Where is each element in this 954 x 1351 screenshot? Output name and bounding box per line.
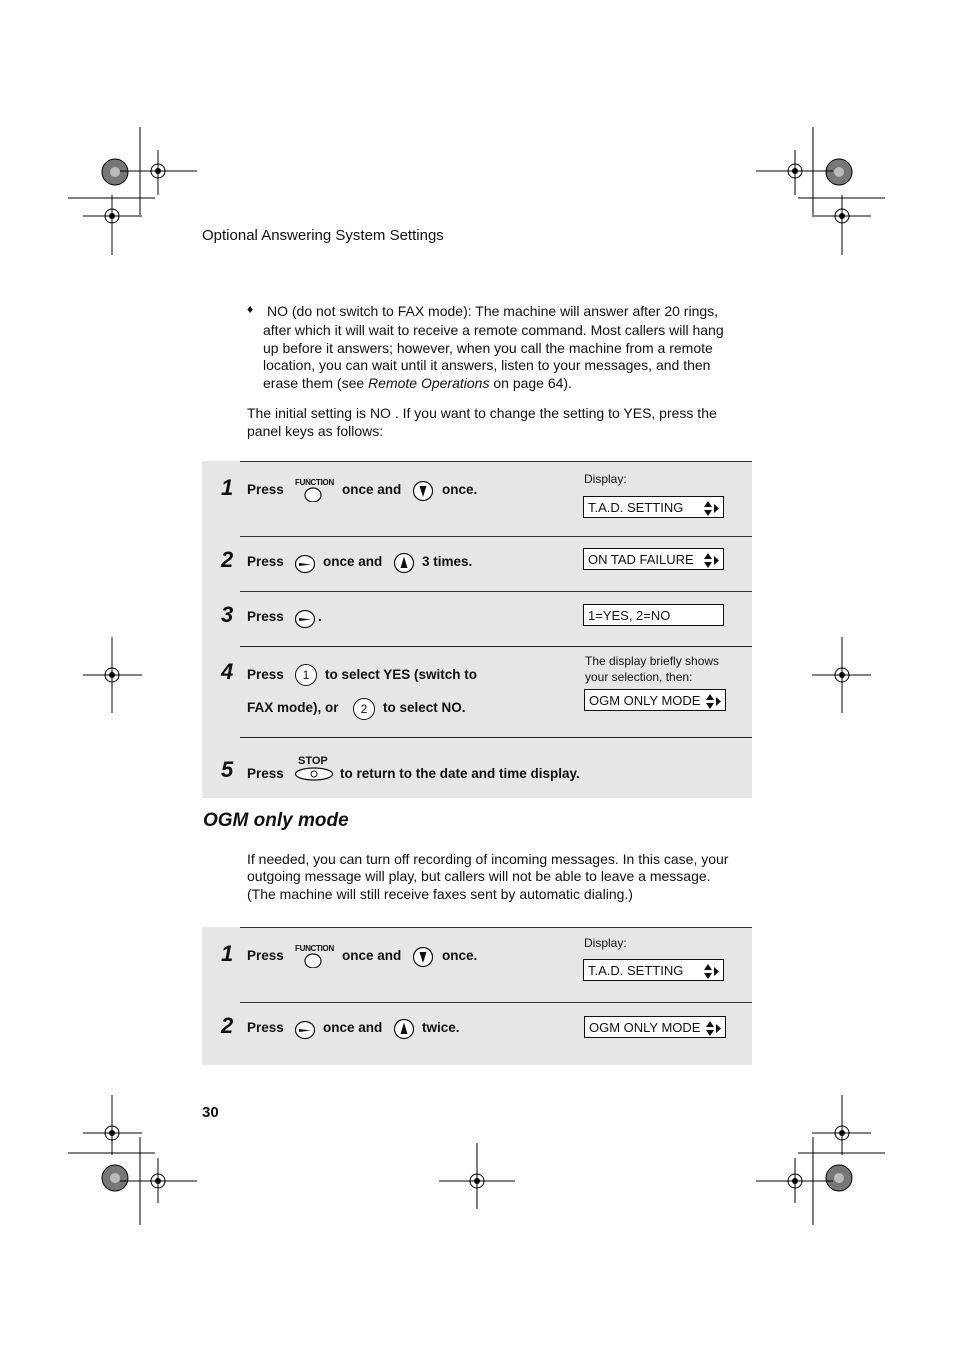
step-number: 1: [221, 475, 234, 500]
stop-key-icon: [294, 767, 334, 781]
step-text: to select YES (switch to: [325, 667, 478, 682]
step-text: once.: [442, 482, 478, 497]
scroll-arrows-icon: [705, 693, 722, 710]
step-number: 1: [221, 941, 234, 966]
function-key-icon: [304, 952, 322, 968]
divider: [240, 927, 752, 928]
number-1-key: 1: [295, 664, 317, 686]
step-text: Press: [247, 667, 284, 682]
step-text: .: [318, 609, 322, 624]
function-key-label: FUNCTION: [295, 478, 334, 487]
step-number: 2: [221, 547, 234, 572]
page-number: 30: [202, 1104, 219, 1121]
scroll-arrows-icon: [703, 552, 720, 569]
lcd-text: 1=YES, 2=NO: [588, 608, 671, 623]
steps-panel-tad: [202, 461, 752, 798]
function-key-label: FUNCTION: [295, 944, 334, 953]
ogm-line: If needed, you can turn off recording of incoming messages. In this case, your: [247, 851, 729, 867]
right-arrow-key-icon: [295, 1021, 315, 1040]
setting-line: panel keys as follows:: [247, 423, 384, 439]
lcd-display: [584, 1016, 726, 1038]
divider: [240, 591, 752, 592]
divider: [240, 646, 752, 647]
function-key-icon: [304, 486, 322, 502]
step-text: once and: [323, 554, 383, 569]
running-header: Optional Answering System Settings: [202, 227, 444, 244]
ogm-line: outgoing message will play, but callers will not be able to leave a message.: [247, 868, 711, 884]
lcd-text: T.A.D. SETTING: [588, 500, 684, 515]
up-arrow-key-icon: [394, 1019, 414, 1040]
ogm-line: (The machine will still receive faxes sent by automatic dialing.): [247, 886, 633, 902]
lcd-display: [583, 496, 724, 518]
step-text: once.: [442, 948, 478, 963]
right-arrow-key-icon: [295, 610, 315, 629]
setting-line: The initial setting is NO . If you want to change the setting to YES, press the: [247, 405, 717, 421]
lcd-text: OGM ONLY MODE: [589, 693, 701, 708]
step-text: Press: [247, 1020, 284, 1035]
display-note: your selection, then:: [585, 670, 693, 684]
stop-key-label: STOP: [298, 755, 328, 767]
up-arrow-key-icon: [394, 553, 414, 574]
scroll-arrows-icon: [703, 500, 720, 517]
step-text: Press: [247, 554, 284, 569]
scroll-arrows-icon: [703, 963, 720, 980]
step-text: once and: [342, 948, 402, 963]
bullet-line: after which it will wait to receive a remote command. Most callers will hang: [263, 322, 724, 338]
display-note: The display briefly shows: [585, 654, 720, 668]
divider: [240, 1002, 752, 1003]
divider: [240, 737, 752, 738]
down-arrow-key-icon: [413, 947, 433, 968]
text-span: on page 64).: [489, 375, 572, 391]
step-number: 4: [221, 659, 234, 684]
step-text: Press: [247, 948, 284, 963]
step-text: 3 times.: [422, 554, 473, 569]
scroll-arrows-icon: [705, 1020, 722, 1037]
steps-panel-ogm: [202, 927, 752, 1065]
bullet-line: location, you can wait until it answers, listen to your messages, and then: [263, 357, 711, 373]
bullet-diamond-icon: ♦: [247, 302, 254, 316]
cross-reference: Remote Operations: [368, 375, 490, 391]
display-label: Display:: [584, 936, 627, 950]
lcd-display: [583, 548, 724, 570]
number-2-key: 2: [353, 698, 375, 720]
step-text: twice.: [422, 1020, 460, 1035]
display-label: Display:: [584, 472, 627, 486]
right-arrow-key-icon: [295, 555, 315, 574]
lcd-display: [583, 604, 724, 626]
step-text: once and: [342, 482, 402, 497]
step-text: Press: [247, 609, 284, 624]
lcd-display: [584, 689, 726, 711]
step-text: Press: [247, 482, 284, 497]
down-arrow-key-icon: [413, 481, 433, 502]
divider: [240, 536, 752, 537]
lcd-text: ON TAD FAILURE: [588, 552, 694, 567]
lcd-display: [583, 959, 724, 981]
section-heading: OGM only mode: [203, 810, 349, 831]
step-text: FAX mode), or: [247, 700, 339, 715]
divider: [240, 461, 752, 462]
text-span: erase them (see: [263, 375, 369, 391]
step-number: 3: [221, 602, 234, 627]
step-number: 5: [221, 757, 234, 782]
step-number: 2: [221, 1013, 234, 1038]
bullet-line: NO (do not switch to FAX mode): The machine will answer after 20 rings,: [267, 303, 719, 319]
lcd-text: OGM ONLY MODE: [589, 1020, 701, 1035]
step-text: to select NO.: [383, 700, 466, 715]
step-text: once and: [323, 1020, 383, 1035]
step-text: to return to the date and time display.: [340, 766, 580, 781]
bullet-line: up before it answers; however, when you call the machine from a remote: [263, 340, 713, 356]
step-text: Press: [247, 766, 284, 781]
lcd-text: T.A.D. SETTING: [588, 963, 684, 978]
bullet-line-last: [263, 374, 572, 392]
